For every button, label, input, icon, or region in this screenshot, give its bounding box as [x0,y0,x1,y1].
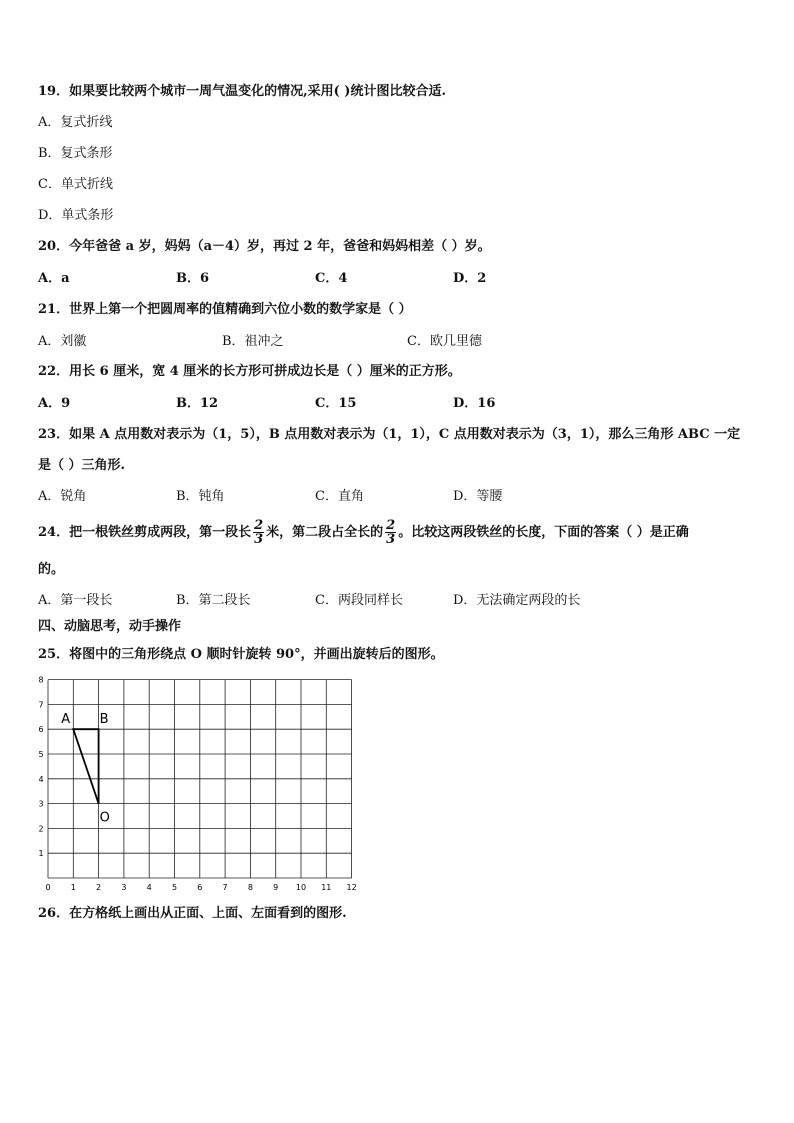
point-label-a: A [61,712,71,728]
q24-fraction-1 [253,519,264,546]
x-tick-label: 11 [321,883,332,892]
y-tick-label: 7 [38,700,44,710]
q24-fraction-1-numerator: 2 [254,518,264,533]
y-tick-label: 6 [38,725,44,735]
q24-option-b: B．第二段长 [176,593,251,608]
x-tick-label: 6 [197,883,203,892]
grid-lines [48,680,352,878]
x-tick-label: 10 [295,883,307,892]
q21-option-b: B．祖冲之 [222,334,284,349]
q22-stem: 22．用长 6 厘米，宽 4 厘米的长方形可拼成边长是（ ）厘米的正方形。 [38,364,461,379]
q24-stem-line1 [38,518,689,548]
q24-stem-line2: 的。 [38,562,65,577]
x-tick-label: 3 [121,883,127,892]
x-tick-label: 9 [273,883,279,892]
q24-stem-part3: 。比较这两段铁丝的长度，下面的答案（ ）是正确 [398,525,689,540]
x-tick-label: 4 [146,883,152,892]
q19-option-c: C．单式折线 [38,177,113,192]
q19-option-a: A．复式折线 [38,115,113,130]
q19-option-d: D．单式条形 [38,208,114,223]
q20-stem: 20．今年爸爸 a 岁，妈妈（a－4）岁，再过 2 年，爸爸和妈妈相差（ ）岁。 [38,239,491,254]
q24-fraction-2 [385,519,396,546]
x-tick-label: 7 [222,883,228,892]
q23-option-d: D．等腰 [453,489,503,504]
y-tick-label: 4 [38,774,44,784]
x-tick-label: 0 [45,883,51,892]
q23-option-b: B．钝角 [176,489,225,504]
q25-stem: 25．将图中的三角形绕点 O 顺时针旋转 90°，并画出旋转后的图形。 [38,647,444,662]
q20-option-b: B．6 [176,271,210,286]
x-axis-labels [45,883,356,892]
section-heading: 四、动脑思考，动手操作 [38,619,182,634]
y-axis-labels [38,676,43,858]
q24-option-a: A．第一段长 [38,593,113,608]
coordinate-grid [35,676,365,892]
x-tick-label: 8 [247,883,253,892]
q20-option-d: D．2 [453,271,487,286]
q23-option-c: C．直角 [315,489,364,504]
y-tick-label: 2 [38,824,44,834]
triangle-abo [73,729,98,803]
q22-option-a: A．9 [38,396,71,411]
q21-option-c: C．欧几里德 [407,334,482,349]
q19-option-b: B．复式条形 [38,146,113,161]
q19-stem: 19．如果要比较两个城市一周气温变化的情况,采用( )统计图比较合适. [38,84,446,99]
q24-option-d: D．无法确定两段的长 [453,593,581,608]
q24-fraction-2-denominator: 3 [386,532,396,547]
q22-option-d: D．16 [453,396,496,411]
q20-option-c: C．4 [315,271,348,286]
q23-option-a: A．锐角 [38,489,87,504]
q24-fraction-1-denominator: 3 [254,532,264,547]
y-tick-label: 5 [38,750,44,759]
q21-stem: 21．世界上第一个把圆周率的值精确到六位小数的数学家是（ ） [38,302,412,317]
q24-fraction-2-numerator: 2 [386,518,396,533]
q22-option-c: C．15 [315,396,357,411]
point-label-b: B [99,712,109,728]
q20-option-a: A．a [38,271,70,286]
q26-stem: 26．在方格纸上画出从正面、上面、左面看到的图形. [38,906,347,921]
q21-option-a: A．刘徽 [38,334,87,349]
q24-stem-part2: 米，第二段占全长的 [266,525,384,540]
x-tick-label: 1 [70,883,76,892]
x-tick-label: 5 [171,883,178,892]
y-tick-label: 1 [38,849,44,859]
q23-stem-line2: 是（ ）三角形. [38,458,126,473]
q24-stem-part1: 24．把一根铁丝剪成两段，第一段长 [38,525,252,540]
q23-stem-line1: 23．如果 A 点用数对表示为（1，5），B 点用数对表示为（1，1），C 点用数对表示为（3，1），那么三角形 ABC 一定 [38,427,741,442]
point-label-o: O [99,810,110,826]
y-tick-label: 8 [38,676,44,685]
x-tick-label: 12 [346,883,357,892]
y-tick-label: 3 [38,799,44,809]
x-tick-label: 2 [96,883,102,892]
q24-option-c: C．两段同样长 [315,593,403,608]
q22-option-b: B．12 [176,396,219,411]
